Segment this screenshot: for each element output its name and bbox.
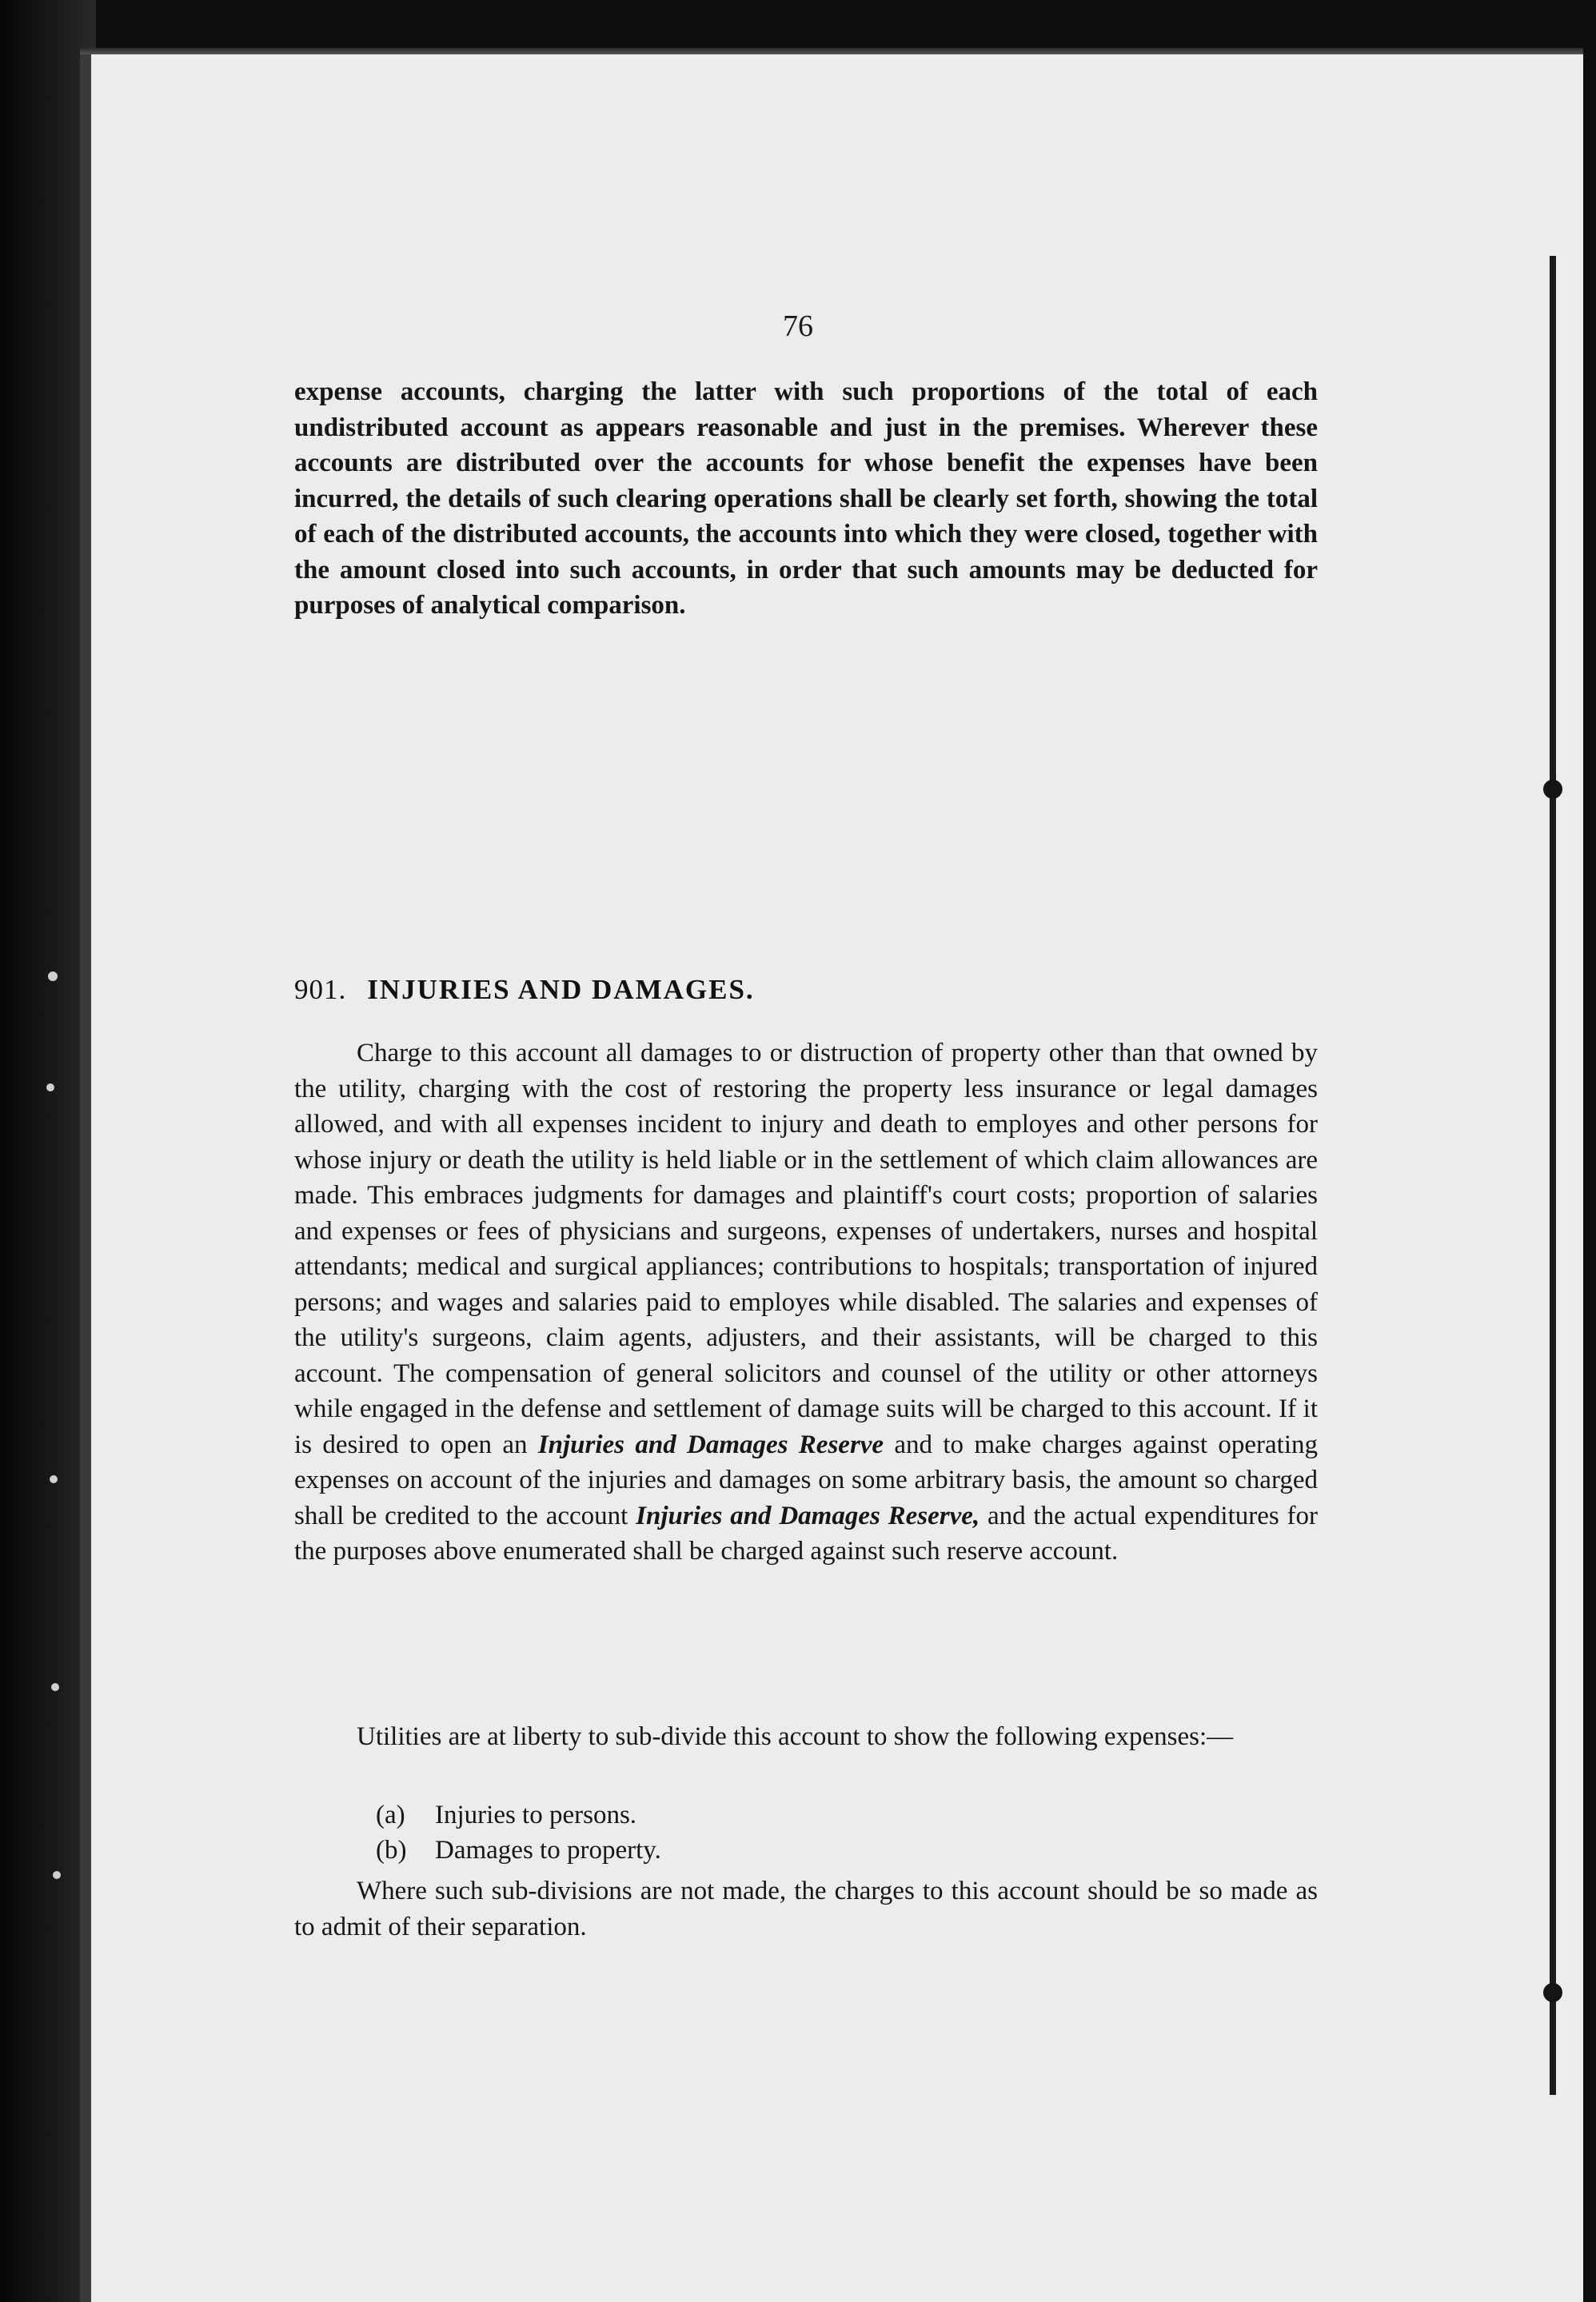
list-item-text: Damages to property. bbox=[435, 1836, 661, 1865]
reserve-account-name: Injuries and Damages Reserve bbox=[537, 1430, 884, 1459]
scan-speck bbox=[48, 971, 58, 981]
continuation-paragraph: expense accounts, charging the latter with such proportions of the total of each undistributed account as appears reasonable and just in the premises. Wherever these accounts are distributed over the accounts for whose benefit the expenses have been incurred, the details of such clearing operations shall be clearly set forth, showing the total of each of the distributed accounts, the accounts into which they were closed, together with the amount closed into such accounts, in order that such amounts may be deducted for purposes of analytical comparison. bbox=[294, 377, 1318, 620]
section-number: 901. bbox=[294, 974, 347, 1005]
scan-speck bbox=[51, 1683, 59, 1691]
section-title: INJURIES AND DAMAGES. bbox=[367, 974, 755, 1005]
page-number: 76 bbox=[783, 309, 813, 343]
main-paragraph-part3: and the actual expenditures for the purposes above enumerated shall be charged against such reserve account. bbox=[294, 1501, 1319, 1566]
main-paragraph-part1: Charge to this account all damages to or distruction of property other than that owned by the utility, charging with the cost of restoring the property less insurance or legal damages allowed, and with all expenses incident to injury and death to employes and other persons for whose injury or death the utility is held liable or in the settlement of which claim allowances are made. This embraces judgments for damages and plaintiff's court costs; proportion of salaries and expenses or fees of physicians and surgeons, expenses of undertakers, nurses and hospital attendants; medical and surgical appliances; contributions to hospitals; transportation of injured persons; and wages and salaries paid to employes while disabled. The salaries and expenses of the utility's surgeons, claim agents, adjusters, and their assistants, will be charged to this account. The compensation of general solicitors and counsel of the utility or other attorneys while engaged in the defense and settlement of damage suits will be charged to this account. If it is desired to open an bbox=[294, 1039, 1318, 1459]
list-item-label: (b) bbox=[376, 1836, 407, 1865]
list-item-label: (a) bbox=[376, 1801, 405, 1829]
scan-speck bbox=[46, 1083, 54, 1091]
binding-knob-top bbox=[1543, 780, 1562, 799]
subdivision-list bbox=[376, 1797, 661, 1868]
subdivide-paragraph: Utilities are at liberty to sub-divide this account to show the following expenses:— bbox=[357, 1722, 1234, 1751]
scan-speck bbox=[50, 1475, 58, 1483]
list-item bbox=[376, 1797, 661, 1833]
reserve-account-name-2: Injuries and Damages Reserve, bbox=[636, 1501, 980, 1530]
list-item-text: Injuries to persons. bbox=[435, 1801, 637, 1829]
section-heading bbox=[294, 974, 1318, 1006]
binding-rule bbox=[1550, 256, 1556, 2095]
main-paragraph-part2: and to make charges against operating expenses on account of the injuries and damages on some arbitrary basis, the amount so charged shall be credited to the account bbox=[294, 1430, 1318, 1530]
list-item bbox=[376, 1833, 661, 1868]
binding-knob-bottom bbox=[1543, 1983, 1562, 2002]
section-main-paragraph bbox=[294, 1035, 1318, 1570]
closing-paragraph: Where such sub-divisions are not made, the charges to this account should be so made as to admit of their separation. bbox=[294, 1877, 1318, 1941]
scan-speck bbox=[53, 1871, 61, 1879]
